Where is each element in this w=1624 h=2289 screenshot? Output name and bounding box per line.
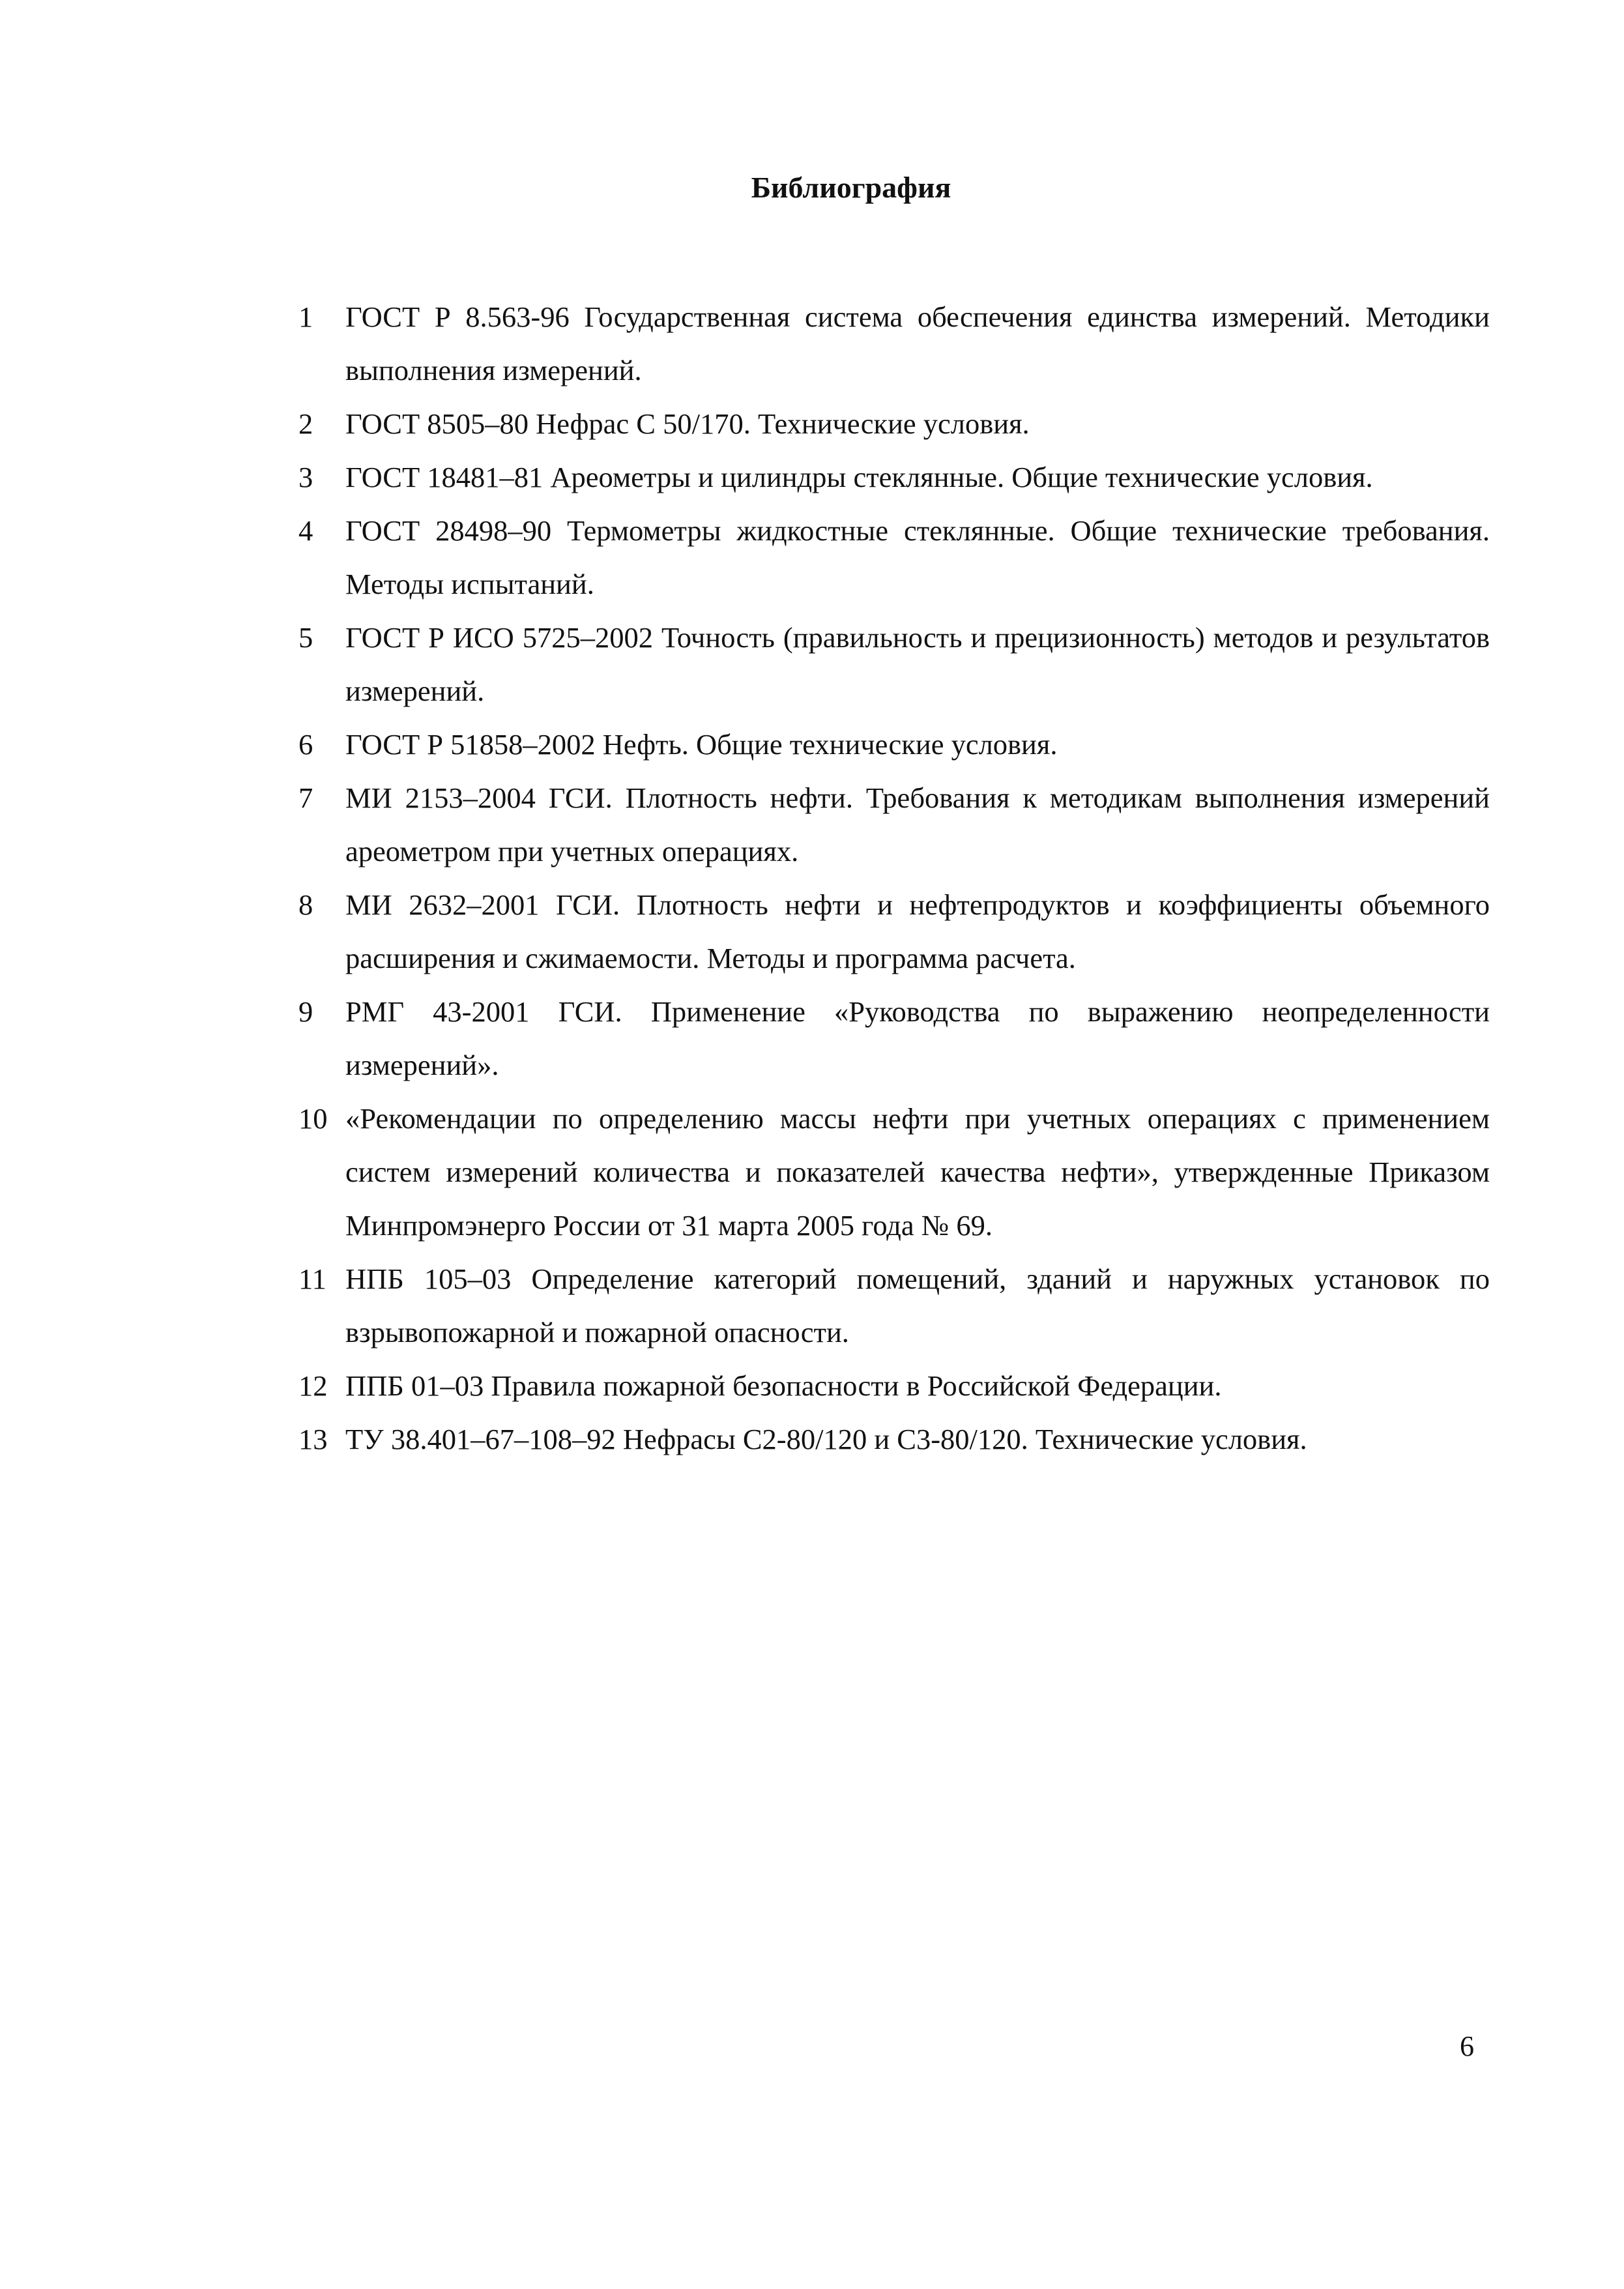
bibliography-item-text: ГОСТ 28498–90 Термометры жидкостные стеклянные. Общие технические требования. Методы испытаний. (345, 514, 1490, 600)
bibliography-item-number: 1 (298, 300, 313, 333)
page-title: Библиография (751, 171, 951, 204)
bibliography-item-text: МИ 2632–2001 ГСИ. Плотность нефти и нефтепродуктов и коэффициенты объемного расширения и сжимаемости. Методы и программа расчета. (345, 888, 1490, 974)
bibliography-item-text: ППБ 01–03 Правила пожарной безопасности в Российской Федерации. (345, 1369, 1222, 1402)
bibliography-item (298, 1092, 1490, 1252)
bibliography-item-text: НПБ 105–03 Определение категорий помещений, зданий и наружных установок по взрывопожарной и пожарной опасности. (345, 1262, 1490, 1349)
bibliography-item-number: 5 (298, 621, 313, 654)
bibliography-list (298, 290, 1490, 1466)
bibliography-item (298, 878, 1490, 985)
bibliography-item-number: 6 (298, 728, 313, 761)
bibliography-item (298, 985, 1490, 1092)
bibliography-item-text: ТУ 38.401–67–108–92 Нефрасы С2-80/120 и С3-80/120. Технические условия. (345, 1423, 1307, 1455)
bibliography-item-number: 2 (298, 407, 313, 440)
bibliography-item-number: 11 (298, 1262, 326, 1295)
bibliography-item (298, 1359, 1490, 1412)
bibliography-item (298, 771, 1490, 878)
page-number: 6 (1460, 2030, 1474, 2062)
bibliography-item (298, 290, 1490, 397)
bibliography-item-number: 10 (298, 1102, 328, 1135)
bibliography-item-number: 8 (298, 888, 313, 921)
bibliography-item-number: 13 (298, 1423, 328, 1455)
bibliography-item-text: ГОСТ Р ИСО 5725–2002 Точность (правильность и прецизионность) методов и результатов измерений. (345, 621, 1490, 707)
bibliography-item-number: 9 (298, 995, 313, 1028)
bibliography-item-number: 7 (298, 781, 313, 814)
bibliography-item-text: «Рекомендации по определению массы нефти при учетных операциях с применением систем измерений количества и показателей качества нефти», утвержденные Приказом Минпромэнерго России от 31 марта 2005 года № 69. (345, 1102, 1490, 1242)
bibliography-item-text: ГОСТ Р 51858–2002 Нефть. Общие технические условия. (345, 728, 1058, 761)
bibliography-item (298, 611, 1490, 718)
bibliography-item-number: 12 (298, 1369, 328, 1402)
bibliography-item-text: МИ 2153–2004 ГСИ. Плотность нефти. Требования к методикам выполнения измерений ареометром при учетных операциях. (345, 781, 1490, 867)
bibliography-item-text: ГОСТ Р 8.563-96 Государственная система обеспечения единства измерений. Методики выполнения измерений. (345, 300, 1490, 386)
bibliography-item (298, 504, 1490, 611)
bibliography-item (298, 450, 1490, 504)
bibliography-item (298, 1252, 1490, 1359)
bibliography-item-text: РМГ 43-2001 ГСИ. Применение «Руководства по выражению неопределенности измерений». (345, 995, 1490, 1081)
bibliography-item (298, 397, 1490, 450)
bibliography-item (298, 1412, 1490, 1466)
bibliography-item (298, 718, 1490, 771)
bibliography-item-text: ГОСТ 8505–80 Нефрас С 50/170. Технические условия. (345, 407, 1030, 440)
bibliography-item-number: 4 (298, 514, 313, 547)
bibliography-item-number: 3 (298, 461, 313, 493)
bibliography-item-text: ГОСТ 18481–81 Ареометры и цилиндры стеклянные. Общие технические условия. (345, 461, 1373, 493)
